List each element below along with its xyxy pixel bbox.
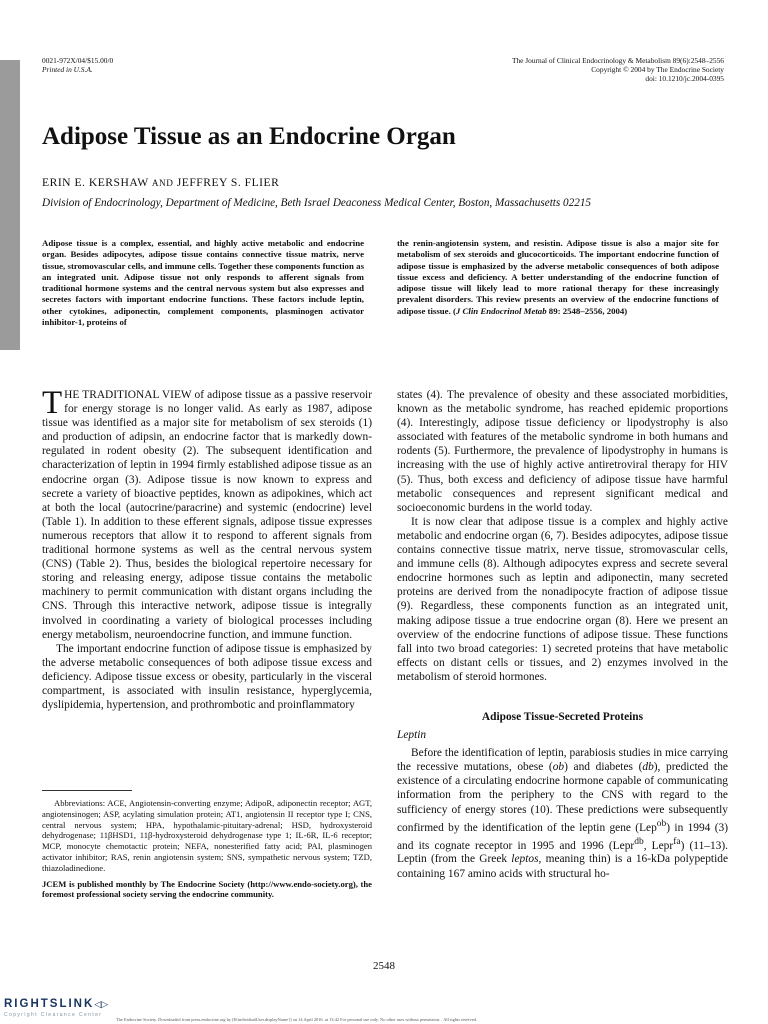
page-number: 2548 <box>373 960 395 972</box>
intro-paragraph <box>42 385 372 642</box>
body-column-right <box>397 388 728 881</box>
printed-in: Printed in U.S.A. <box>42 65 93 75</box>
subsection-heading: Leptin <box>397 729 427 742</box>
rightslink-subtitle: Copyright Clearance Center <box>4 1012 103 1018</box>
leptin-text-b: ) and diabetes ( <box>564 761 643 774</box>
section-heading: Adipose Tissue-Secreted Proteins <box>481 710 644 723</box>
leptin-text-g: , meaning thin) is a 16-kDa polypeptide containing 167 amino acids with structural ho- <box>397 853 728 880</box>
author-2: JEFFREY S. FLIER <box>176 176 280 189</box>
rightslink-logo[interactable] <box>4 998 108 1010</box>
drop-cap: T <box>42 385 63 421</box>
citation-journal: J Clin Endocrinol Metab <box>455 305 547 316</box>
download-note: The Endocrine Society. Downloaded from press.endocrine.org by [${individualUser.displayName}] on 14 April 2016. at 13:42 For personal use only. No other uses without permission. . All rights reserved. <box>116 1017 477 1022</box>
abstract-right <box>397 238 719 317</box>
abbreviations-footnote: Abbreviations: ACE, Angiotensin-converting enzyme; AdipoR, adiponectin receptor; AGT, angiotensinogen; ASP, acylating simulation protein; AT1, angiotensin II receptor type I; CNS, central nervous system; HPA, hypothalamic-pituitary-adrenal; HSD, hydroxysteroid dehydrogenase; 11βHSD1, 11β-hydroxysteroid dehydrogenase type 1; IL-6R, IL-6 receptor; MCP, monocyte chemotactic protein; NEFA, nonesterified fatty acid; PAI, plasminogen activator inhibitor; RAS, renin angiotensin system; SNS, sympathetic nervous system; TZD, thiazoladinedione. <box>42 798 372 873</box>
author-1: ERIN E. KERSHAW <box>42 176 149 189</box>
rightslink-text: RIGHTSLINK <box>4 998 95 1010</box>
affiliation: Division of Endocrinology, Department of Medicine, Beth Israel Deaconess Medical Center, Boston, Massachusetts 02215 <box>42 197 592 209</box>
copyright-line: Copyright © 2004 by The Endocrine Society <box>591 65 724 75</box>
author-line <box>42 176 279 189</box>
intro-text: HE TRADITIONAL VIEW of adipose tissue as a passive reservoir for energy storage is no longer valid. As early as 1987, adipose tissue was identified as a major site for metabolism of sex steroids (1) and production of adipsin, an endocrine factor that is markedly down-regulated in rodent obesity (2). The subsequent identification and characterization of leptin in 1994 firmly established adipose tissue as an endocrine organ (3). Adipose tissue is now known to express and secrete a variety of bioactive peptides, known as adipokines, which act at both the local (autocrine/paracrine) and systemic (endocrine) level (Table 1). In addition to these efferent signals, adipose tissue expresses numerous receptors that allow it to respond to afferent signals from traditional hormone systems as well as the central nervous system (CNS) (Table 2). Thus, besides the biological repertoire necessary for storing and releasing energy, adipose tissue contains the metabolic machinery to permit communication with distant organs including the CNS. Through this interactive network, adipose tissue is integrally involved in coordinating a variety of biological processes including energy metabolism, neuroendocrine function, and immune function. <box>42 389 372 641</box>
abstract-right-text: the renin-angiotensin system, and resistin. Adipose tissue is also a major site for metabolism of sex steroids and glucocorticoids. The important endocrine function of adipose tissue is emphasized by the adverse metabolic consequences of both adipose tissue excess and deficiency. A better understanding of the endocrine function of adipose tissue will likely lead to more rational therapy for these increasingly prevalent disorders. This review presents an overview of the endocrine functions of adipose tissue. <box>397 238 719 316</box>
leptin-sup-ob: ob <box>656 818 667 829</box>
issn-line: 0021-972X/04/$15.00/0 <box>42 56 114 65</box>
leptin-text-a: Before the identification of leptin, parabiosis studies in mice carrying the recessive mutations, obese ( <box>397 747 728 774</box>
footnotes <box>42 798 372 900</box>
doi-line: doi: 10.1210/jc.2004-0395 <box>645 74 724 84</box>
citation-open: ( <box>452 305 456 316</box>
footnote-rule <box>42 790 132 791</box>
rightslink-arrow-icon: ◁▷ <box>94 999 109 1009</box>
leptin-text-c: ), predicted the existence of a circulating endocrine hormone capable of communicating information from the periphery to the CNS with regard to the sufficiency of energy stores (10). These predictions were subsequently confirmed by the identification of the leptin gene (Lep <box>397 761 728 834</box>
author-conjunction: AND <box>151 178 174 188</box>
jcem-footnote: JCEM is published monthly by The Endocrine Society (http://www.endo-society.org), the foremost professional society serving the endocrine community. <box>42 878 372 900</box>
leptin-text-d: ) in 1994 (3) and its cognate receptor in 1995 and 1996 (Lepr <box>397 821 728 852</box>
body-column-left <box>42 385 372 712</box>
body-paragraph-3: states (4). The prevalence of obesity and these associated morbidities, known as the metabolic syndrome, has reached epidemic proportions (4). Interestingly, adipose tissue deficiency or lipodystrophy is also associated with features of the metabolic syndrome in both humans and rodents (5). Furthermore, the prevalence of lipodystrophy in humans is increasing with the use of highly active antiretroviral therapy for HIV (5). Thus, both excess and deficiency of adipose tissue have harmful metabolic consequences and represent significant medical and socioeconomic burdens in the world today. <box>397 389 728 514</box>
side-margin-bar <box>0 60 20 350</box>
header-left <box>42 56 113 74</box>
leptin-text-f: ) (11–13). Leptin (from the Greek <box>397 839 728 866</box>
leptin-db: db <box>642 761 654 774</box>
leptin-text-e: , Lepr <box>643 839 674 852</box>
citation-rest: 89: 2548–2556, 2004) <box>546 305 628 316</box>
leptin-paragraph <box>397 746 728 880</box>
body-paragraph-2: The important endocrine function of adipose tissue is emphasized by the adverse metabolic consequences of both adipose tissue excess and deficiency. Adipose tissue excess or obesity, particularly in the visceral compartment, is associated with insulin resistance, hyperglycemia, dyslipidemia, hypertension, and prothrombotic and proinflammatory <box>42 642 372 712</box>
body-paragraph-4: It is now clear that adipose tissue is a complex and highly active metabolic and endocrine organ (6, 7). Besides adipocytes, adipose tissue contains connective tissue matrix, nerve tissue, stromovascular cells, and immune cells (8). Although adipocytes express and secrete several endocrine hormones such as leptin and adiponectin, many secreted proteins are derived from the nonadipocyte fraction of adipose tissue (9). Regardless, these components function as an integrated unit, making adipose tissue a true endocrine organ (8). Here we present an overview of the endocrine functions of adipose tissue. These functions fall into two broad categories: 1) secreted proteins that have metabolic effects on distant cells or tissues, and 2) enzymes involved in the metabolism of steroid hormones. <box>397 515 728 683</box>
leptin-sup-db: db <box>634 836 644 847</box>
header-right <box>512 56 724 84</box>
leptin-leptos: leptos <box>511 853 539 866</box>
journal-line: The Journal of Clinical Endocrinology & Metabolism 89(6):2548–2556 <box>511 56 724 65</box>
leptin-ob: ob <box>552 761 565 774</box>
abstract-left: Adipose tissue is a complex, essential, and highly active metabolic and endocrine organ. Besides adipocytes, adipose tissue contains connective tissue matrix, nerve tissue, stromovascular cells, and immune cells. Together these components function as an integrated unit. Adipose tissue not only responds to afferent signals from traditional hormone systems and the central nervous system but also expresses and secretes factors with important endocrine functions. These factors include leptin, other cytokines, adiponectin, complement components, plasminogen activator inhibitor-1, proteins of <box>42 238 364 328</box>
article-title: Adipose Tissue as an Endocrine Organ <box>42 123 456 150</box>
leptin-sup-fa: fa <box>673 836 681 847</box>
